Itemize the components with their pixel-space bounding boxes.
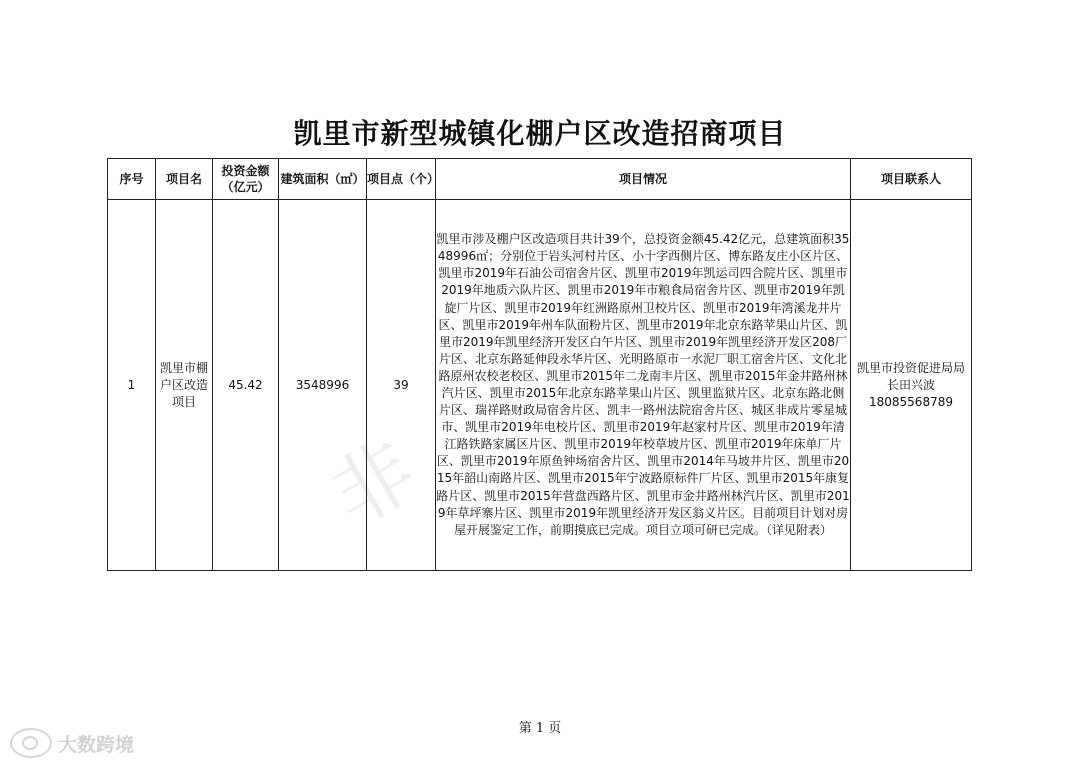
header-no: 序号 <box>108 159 156 200</box>
cell-contact: 凯里市投资促进局局长田兴波18085568789 <box>851 200 972 571</box>
page-number: 第 1 页 <box>518 721 562 736</box>
header-points: 项目点（个） <box>367 159 436 200</box>
project-table <box>107 158 972 571</box>
watermark: 非 <box>315 423 432 544</box>
cell-no: 1 <box>108 200 156 571</box>
brand-name: 大数跨境 <box>58 733 135 756</box>
brand-watermark <box>10 728 134 758</box>
table-row <box>108 200 972 571</box>
cell-name: 凯里市棚户区改造项目 <box>156 200 213 571</box>
header-area: 建筑面积（㎡） <box>279 159 367 200</box>
header-contact: 项目联系人 <box>851 159 972 200</box>
cell-invest: 45.42 <box>213 200 279 571</box>
cell-details: 凯里市涉及棚户区改造项目共计39个，总投资金额45.42亿元，总建筑面积3548996㎡；分别位于岩头河村片区、小十字西侧片区、博东路友庄小区片区、凯里市2019年石油公司宿舍片区、凯里市2019年凯运司四合院片区、凯里市2019年地质六队片区、凯里市2019年市粮食局宿舍片区、凯里市2019年凯旋厂片区、凯里市2019年红洲路原州卫校片区、凯里市2019年湾溪龙井片区、凯里市2019年州车队面粉片区、凯里市2019年北京东路苹果山片区、凯里市2019年凯里经济开发区白午片区、凯里市2019年凯里经济开发区208厂片区、北京东路延伸段永华片区、光明路原市一水泥厂职工宿舍片区、文化北路原州农校老校区、凯里市2015年二龙南丰片区、凯里市2015年金井路州林汽片区、凯里市2015年北京东路苹果山片区、凯里监狱片区、北京东路北侧片区、瑞祥路财政局宿舍片区、凯丰一路州法院宿舍片区、城区非成片零星城市、凯里市2019年电校片区、凯里市2019年赵家村片区、凯里市2019年清江路铁路家属区片区、凯里市2019年校草坡片区、凯里市2019年床单厂片区、凯里市2019年原鱼钟场宿舍片区、凯里市2014年马坡井片区、凯里市2015年韶山南路片区、凯里市2015年宁波路原标件厂片区、凯里市2015年康复路片区、凯里市2015年营盘西路片区、凯里市金井路州林汽片区、凯里市2019年草坪寨片区、凯里市2019年凯里经济开发区翁义片区。目前项目计划对房屋开展鉴定工作，前期摸底已完成。项目立项可研已完成。（详见附表） <box>436 200 851 571</box>
brand-logo-icon <box>10 728 52 758</box>
document-title: 凯里市新型城镇化棚户区改造招商项目 <box>293 117 787 150</box>
header-name: 项目名 <box>156 159 213 200</box>
header-details: 项目情况 <box>436 159 851 200</box>
cell-points: 39 <box>367 200 436 571</box>
header-invest: 投资金额（亿元） <box>213 159 279 200</box>
cell-area: 3548996 <box>279 200 367 571</box>
table-header-row <box>108 159 972 200</box>
